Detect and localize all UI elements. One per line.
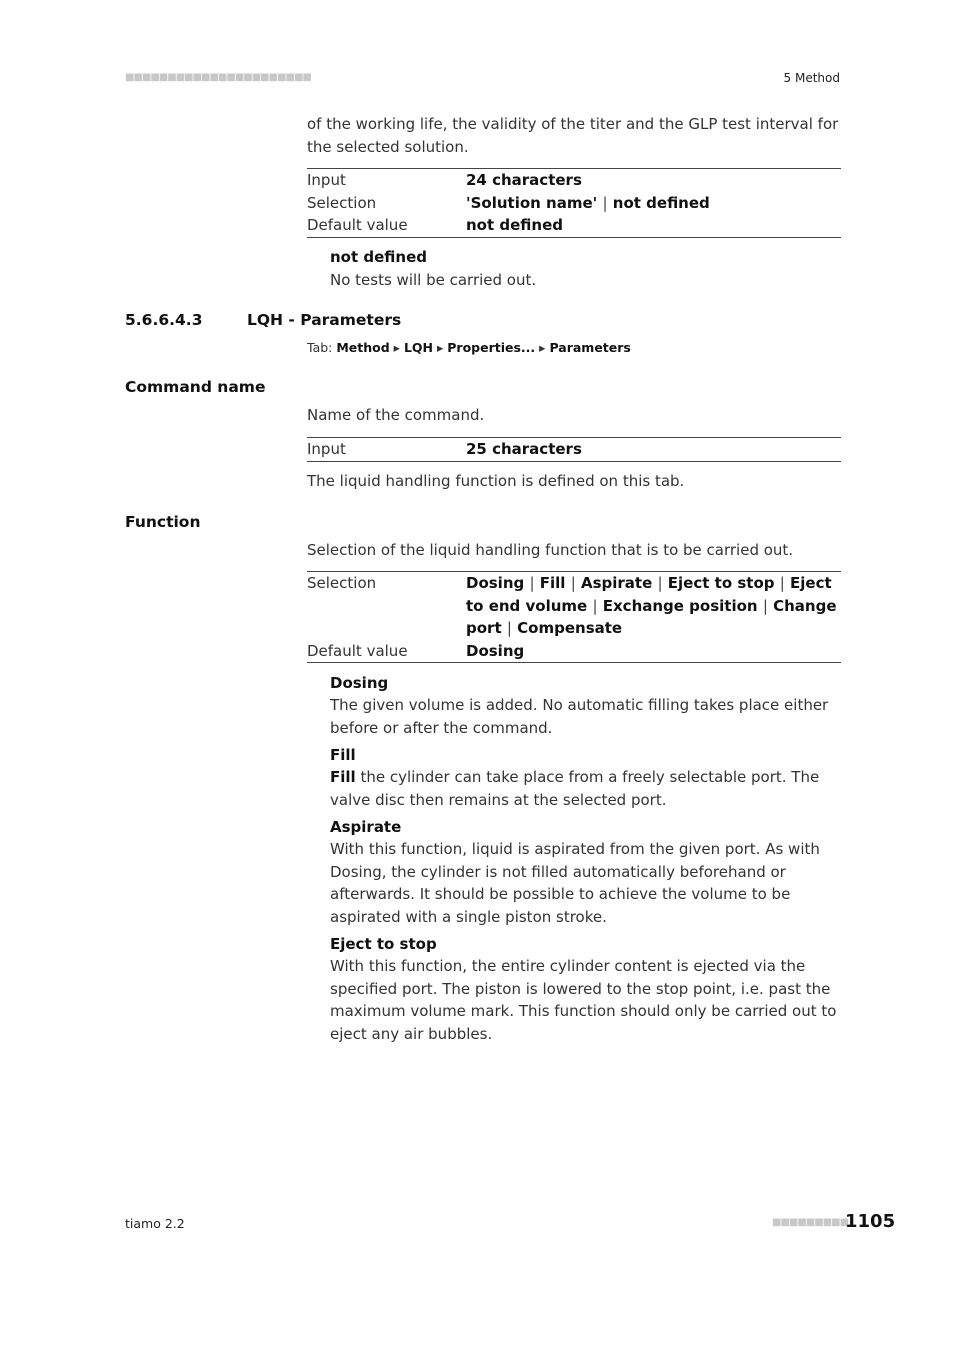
- table-row: [307, 640, 841, 663]
- parameter-table-solution: [307, 168, 841, 238]
- intro-paragraph: of the working life, the validity of the titer and the GLP test interval for the selected solution.: [307, 115, 839, 156]
- parameter-table-function: [307, 571, 841, 663]
- row-value: 25 characters: [466, 440, 582, 458]
- row-value: [466, 572, 841, 640]
- section-title: LQH - Parameters: [247, 311, 402, 329]
- definition-lead: Fill: [330, 768, 356, 786]
- definition-heading: not defined: [330, 248, 427, 266]
- option-compensate: Compensate: [517, 619, 623, 637]
- option-separator: |: [570, 574, 576, 592]
- tab-path-prefix: Tab:: [307, 340, 333, 355]
- chapter-label: 5 Method: [783, 71, 840, 85]
- row-key: Input: [307, 171, 346, 189]
- row-value: not defined: [466, 216, 563, 234]
- option-separator: |: [762, 596, 768, 615]
- function-definitions: [330, 672, 844, 1045]
- definition-text: With this function, liquid is aspirated from the given port. As with Dosing, the cylinder is not filled automatically beforehand or afterwards. It should be possible to achieve the volume to be aspirated with a single piston stroke.: [330, 840, 820, 926]
- option-eject-to-end-volume: Eject to end volume: [466, 574, 832, 615]
- header-decoration: ■■■■■■■■■■■■■■■■■■■■■■: [125, 72, 311, 83]
- command-name-description: Name of the command.: [307, 406, 485, 424]
- definition-text: The given volume is added. No automatic filling takes place either before or after the command.: [330, 696, 829, 737]
- option-not-defined: not defined: [612, 193, 710, 212]
- option-separator: |: [657, 574, 663, 592]
- definition-heading: Aspirate: [330, 818, 402, 836]
- option-aspirate: Aspirate: [580, 574, 653, 592]
- tab-path-lqh: LQH: [403, 340, 433, 355]
- row-key: Input: [307, 440, 346, 458]
- command-name-heading: Command name: [125, 378, 266, 396]
- command-name-note: The liquid handling function is defined on this tab.: [307, 472, 685, 490]
- row-value: 24 characters: [466, 171, 582, 189]
- section-number: 5.6.6.4.3: [125, 311, 203, 329]
- function-description: Selection of the liquid handling function that is to be carried out.: [307, 541, 794, 559]
- row-key: Selection: [307, 193, 377, 212]
- definition-text: [330, 766, 844, 811]
- table-row: [307, 438, 841, 461]
- option-fill: Fill: [539, 574, 566, 592]
- option-solution-name: 'Solution name': [466, 193, 598, 212]
- parameter-table-command-name: [307, 437, 841, 462]
- option-exchange-position: Exchange position: [602, 596, 758, 615]
- tab-path-parameters: Parameters: [549, 340, 631, 355]
- arrow-icon: ▸: [436, 340, 444, 355]
- function-heading: Function: [125, 513, 201, 531]
- row-value: Dosing: [466, 641, 525, 660]
- definition-heading: Dosing: [330, 674, 389, 692]
- option-separator: |: [602, 193, 608, 212]
- definition-body: the cylinder can take place from a freely selectable port. The valve disc then remains at the selected port.: [330, 768, 820, 809]
- option-separator: |: [592, 596, 598, 615]
- tab-path-method: Method: [336, 340, 390, 355]
- table-row: [307, 192, 841, 215]
- option-separator: |: [529, 574, 535, 592]
- definition-text: With this function, the entire cylinder content is ejected via the specified port. The piston is lowered to the stop point, i.e. past the maximum volume mark. This function should only be carried out to eject any air bubbles.: [330, 957, 837, 1043]
- table-row: [307, 214, 841, 237]
- option-eject-to-stop: Eject to stop: [667, 574, 775, 592]
- table-row: [307, 169, 841, 192]
- definition-heading: Fill: [330, 746, 356, 764]
- product-name: tiamo 2.2: [125, 1216, 185, 1231]
- tab-path-properties: Properties...: [447, 340, 536, 355]
- arrow-icon: ▸: [539, 340, 546, 355]
- row-key: Default value: [307, 641, 408, 660]
- tab-path: [307, 340, 631, 355]
- option-separator: |: [506, 619, 512, 637]
- table-row: [307, 572, 841, 640]
- option-change-port: Change port: [466, 596, 837, 637]
- row-key: Selection: [307, 574, 377, 592]
- row-key: Default value: [307, 216, 408, 234]
- definition-text: No tests will be carried out.: [330, 271, 537, 289]
- footer-decoration: ■■■■■■■■■: [772, 1217, 849, 1228]
- definition-heading: Eject to stop: [330, 935, 437, 953]
- row-value: [466, 192, 841, 215]
- arrow-icon: ▸: [393, 340, 400, 355]
- option-dosing: Dosing: [466, 574, 525, 592]
- option-separator: |: [779, 574, 785, 592]
- page-number: 1105: [845, 1211, 896, 1232]
